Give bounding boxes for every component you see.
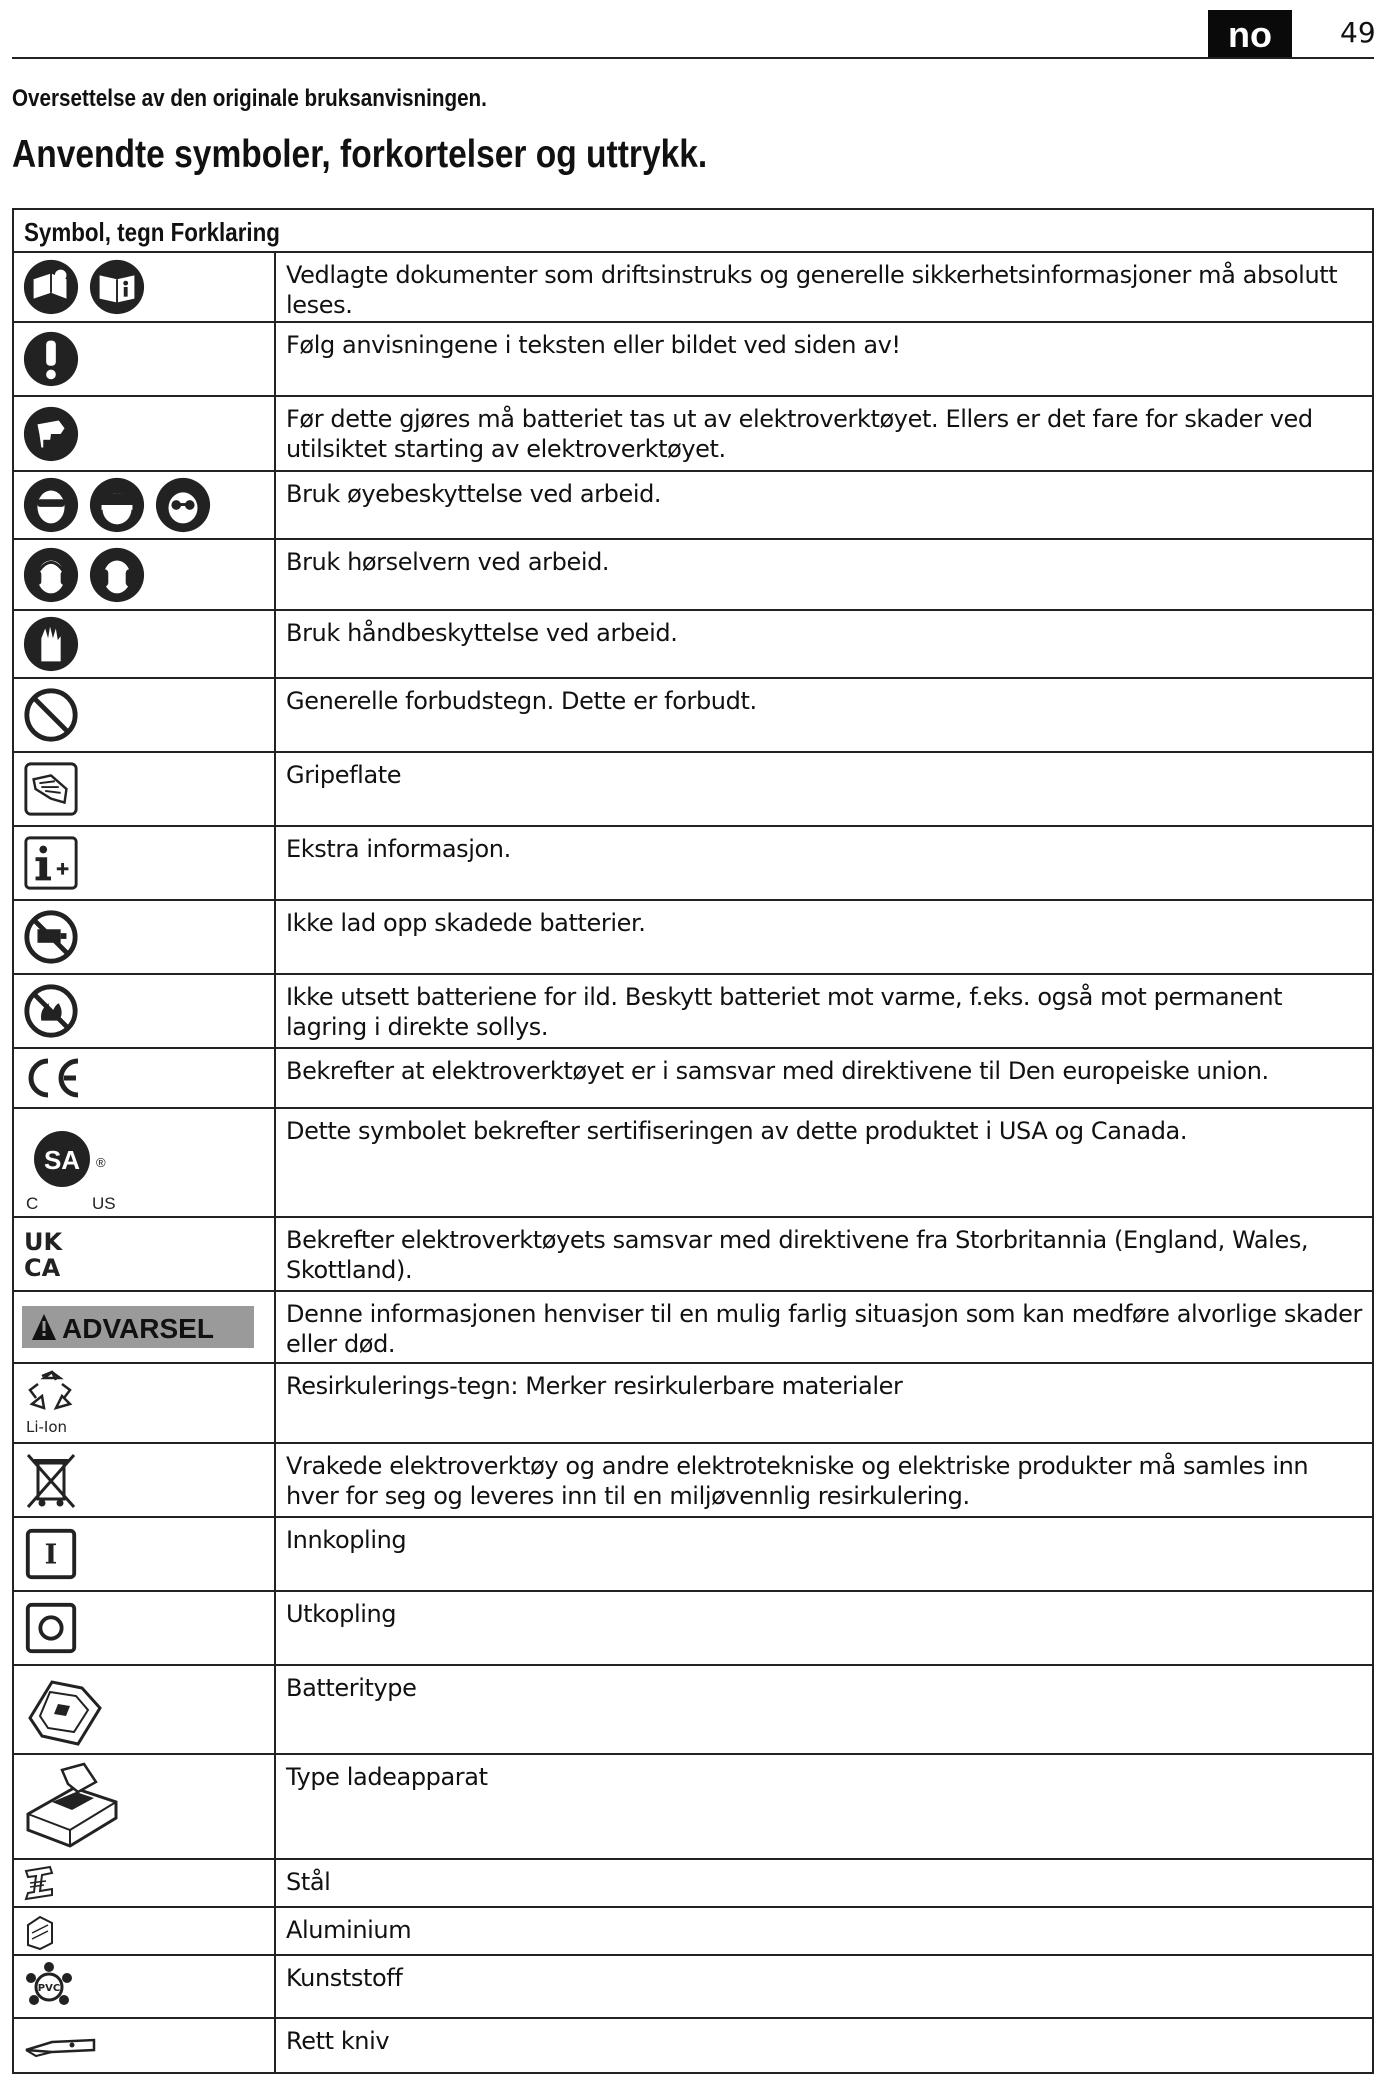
table-row [14,827,1372,901]
goggles-icon [154,476,212,534]
advarsel-label-text: ADVARSEL [62,1313,214,1344]
row-text: Dette symbolet bekrefter sertifiseringen av dette produktet i USA og Canada. [286,1117,1188,1145]
ukca-bottom-label: CA [24,1254,61,1282]
switch-on-label: I [44,1539,58,1571]
table-row [14,2019,1372,2072]
row-text: Bruk øyebeskyttelse ved arbeid. [286,480,662,508]
table-row [14,1292,1372,1364]
row-text: Vedlagte dokumenter som driftsinstruks og generelle sikkerhetsinformasjoner må absolutt leses. [286,261,1338,319]
page-number: 49 [1340,16,1376,49]
charger-type-icon [22,1762,122,1852]
table-row [14,1666,1372,1755]
li-ion-label: Li-Ion [26,1418,68,1436]
table-row [14,611,1372,679]
csa-c-label: C [26,1193,39,1213]
remove-battery-icon [22,405,80,463]
table-row [14,1956,1372,2019]
row-text: Batteritype [286,1674,417,1702]
plastic-pvc-icon [22,1960,76,2014]
table-row [14,1364,1372,1444]
steel-icon [22,1863,58,1903]
table-row [14,753,1372,827]
row-text: Ikke utsett batteriene for ild. Beskytt batteriet mot varme, f.eks. også mot permanent lagring i direkte sollys. [286,983,1283,1041]
advarsel-label-icon [22,1306,254,1348]
table-header-label: Symbol, tegn Forklaring [24,217,280,247]
manual-info-icon [88,258,146,316]
battery-type-icon [22,1670,106,1750]
no-charge-damaged-battery-icon [22,908,80,966]
ear-muffs-icon [88,546,146,604]
table-row [14,1518,1372,1592]
pvc-label: PVC [37,1982,61,1994]
row-text: Vrakede elektroverktøy og andre elektrotekniske og elektriske produkter må samles inn hver for seg og leveres inn til en miljøvennlig resirkulering. [286,1452,1309,1510]
row-text: Bekrefter elektroverktøyets samsvar med direktivene fra Storbritannia (England, Wales, Skottland). [286,1226,1309,1284]
row-text: Bekrefter at elektroverktøyet er i samsvar med direktivene til Den europeiske union. [286,1057,1269,1085]
warning-exclamation-icon [22,330,80,388]
ukca-top-label: UK [24,1228,63,1256]
row-text: Ekstra informasjon. [286,835,511,863]
weee-bin-icon [22,1449,80,1511]
table-row [14,679,1372,753]
table-row [14,540,1372,611]
ear-protection-icon [22,546,80,604]
document-subtitle: Oversettelse av den originale bruksanvisningen. [12,85,487,112]
table-row [14,1444,1372,1518]
page-title: Anvendte symboler, forkortelser og uttrykk. [12,133,708,176]
symbols-table [12,208,1374,2074]
table-row [14,1755,1372,1860]
recycling-li-ion-icon [22,1368,82,1438]
table-row [14,1592,1372,1666]
table-row [14,253,1372,323]
row-text: Stål [286,1868,331,1896]
gloves-icon [22,615,80,673]
switch-on-icon [22,1525,80,1583]
row-text: Resirkulerings-tegn: Merker resirkulerbare materialer [286,1372,903,1400]
ce-mark-icon [22,1053,84,1103]
table-row [14,472,1372,540]
info-plus-icon [22,834,80,892]
row-text: Aluminium [286,1916,412,1944]
table-row [14,975,1372,1049]
csa-us-label: US [92,1193,116,1213]
table-row [14,397,1372,472]
row-text: Denne informasjonen henviser til en mulig farlig situasjon som kan medføre alvorlige skader eller død. [286,1300,1363,1358]
read-manual-icon [22,258,80,316]
svg-text:SA: SA [43,1144,81,1175]
switch-off-icon [22,1599,80,1657]
row-text: Ikke lad opp skadede batterier. [286,909,646,937]
ukca-mark-icon [22,1226,74,1282]
row-text: Før dette gjøres må batteriet tas ut av elektroverktøyet. Ellers er det fare for skader ved utilsiktet starting av elektroverktøyet. [286,405,1313,463]
aluminium-icon [22,1911,58,1951]
header-rule [12,57,1374,59]
row-text: Kunststoff [286,1964,403,1992]
language-tag: no [1208,10,1292,57]
prohibition-icon [22,686,80,744]
row-text: Følg anvisningene i teksten eller bildet ved siden av! [286,331,901,359]
grip-surface-icon [22,760,80,818]
table-header [14,210,1372,253]
row-text: Bruk hørselvern ved arbeid. [286,548,610,576]
row-text: Bruk håndbeskyttelse ved arbeid. [286,619,678,647]
table-row [14,1908,1372,1956]
no-fire-battery-icon [22,982,80,1040]
row-text: Utkopling [286,1600,397,1628]
table-row [14,1218,1372,1292]
table-row [14,1049,1372,1109]
eye-protection-icon [88,476,146,534]
row-text: Innkopling [286,1526,407,1554]
table-row [14,323,1372,397]
straight-knife-icon [22,2028,96,2064]
table-row [14,1860,1372,1908]
csa-mark-icon [22,1113,132,1213]
row-text: Type ladeapparat [286,1763,488,1791]
row-text: Rett kniv [286,2027,390,2055]
row-text: Generelle forbudstegn. Dette er forbudt. [286,687,757,715]
csa-reg-label: ® [96,1154,106,1170]
table-row [14,901,1372,975]
table-row [14,1109,1372,1218]
row-text: Gripeflate [286,761,402,789]
face-shield-icon [22,476,80,534]
